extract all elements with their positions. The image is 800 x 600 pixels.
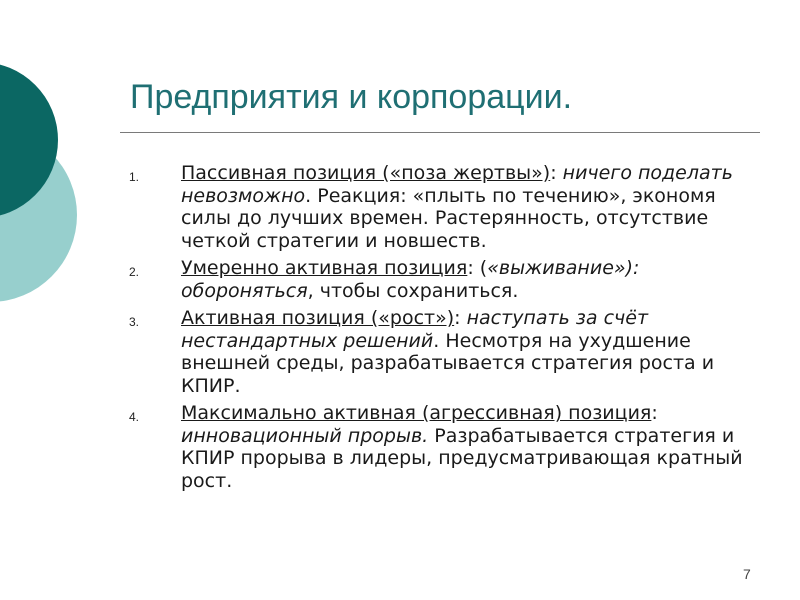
item-heading: Умеренно активная позиция — [181, 257, 468, 279]
item-separator: : — [651, 402, 658, 424]
list-item — [120, 402, 760, 492]
list-item — [120, 162, 760, 252]
slide-title: Предприятия и корпорации. — [130, 78, 573, 116]
title-divider — [120, 132, 760, 133]
list-item — [120, 257, 760, 302]
item-emphasis: «выживание»): обороняться — [181, 257, 640, 302]
item-emphasis: наступать за счёт нестандартных решений — [181, 307, 649, 352]
item-emphasis: ничего поделать невозможно — [181, 162, 733, 207]
item-number: 1. — [129, 170, 140, 184]
list-item — [120, 307, 760, 397]
item-heading: Активная позиция («рост») — [181, 307, 455, 329]
item-rest: , чтобы сохраниться. — [307, 279, 519, 302]
item-separator: : — [454, 307, 467, 329]
item-heading: Пассивная позиция («поза жертвы») — [181, 162, 551, 184]
item-text — [181, 162, 760, 252]
numbered-list — [120, 162, 760, 497]
item-text — [181, 257, 760, 302]
item-number: 2. — [129, 265, 140, 279]
item-number: 3. — [129, 315, 140, 329]
item-emphasis: инновационный прорыв. — [181, 424, 429, 447]
item-rest: . Несмотря на ухудшение внешней среды, разрабатывается стратегия роста и КПИР. — [181, 329, 715, 397]
page-number: 7 — [743, 566, 751, 582]
decorative-circles — [0, 0, 120, 330]
item-rest: . Реакция: «плыть по течению», экономя силы до лучших времен. Растерянность, отсутствие четкой стратегии и новшеств. — [181, 184, 716, 252]
item-separator: : ( — [467, 257, 488, 279]
item-heading: Максимально активная (агрессивная) позиция — [181, 402, 652, 424]
item-rest: Разрабатывается стратегия и КПИР прорыва в лидеры, предусматривающая кратный рост. — [181, 424, 743, 492]
item-text — [181, 402, 760, 492]
item-number: 4. — [129, 410, 140, 424]
item-separator: : — [550, 162, 563, 184]
item-text — [181, 307, 760, 397]
